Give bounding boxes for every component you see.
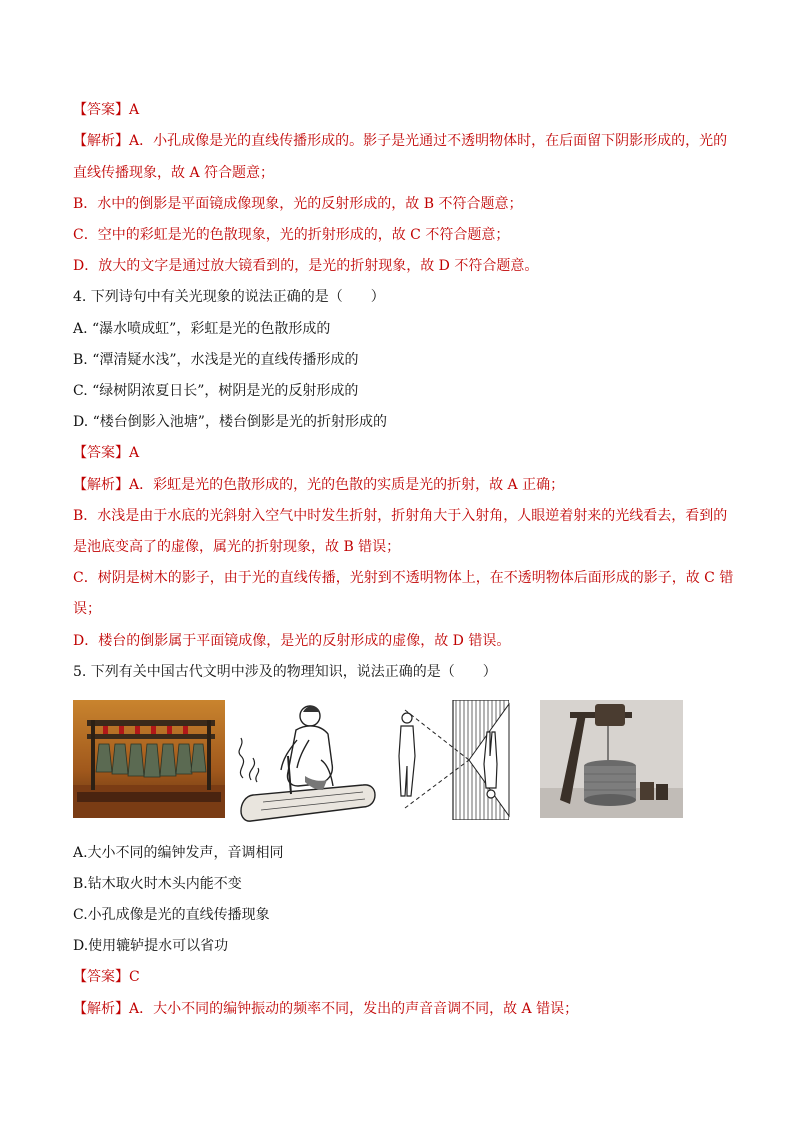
analysis-line: 【解析】A．小孔成像是光的直线传播形成的。影子是光通过不透明物体时，在后面留下阴影形成的，光的 xyxy=(73,133,728,149)
answer-line: 【答案】A xyxy=(73,445,140,461)
analysis-line: 直线传播现象，故 A 符合题意； xyxy=(73,165,275,181)
question-5-option-a: A.大小不同的编钟发声，音调相同 xyxy=(73,845,284,861)
analysis-line: D．楼台的倒影属于平面镜成像，是光的反射形成的虚像，故 D 错误。 xyxy=(73,633,511,649)
drill-fire-drawing-icon xyxy=(233,700,378,825)
analysis-line: D．放大的文字是通过放大镜看到的，是光的折射现象，故 D 不符合题意。 xyxy=(73,258,539,274)
question-4-option-d: D. “楼台倒影入池塘”，楼台倒影是光的折射形成的 xyxy=(73,414,387,430)
analysis-line: B．水浅是由于水底的光斜射入空气中时发生折射，折射角大于入射角，人眼逆着射来的光线看去，看到的 xyxy=(73,508,728,524)
analysis-line: 是池底变高了的虚像，属光的折射现象，故 B 错误； xyxy=(73,539,401,555)
pinhole-camera-diagram-icon xyxy=(385,700,535,820)
question-4-option-c: C. “绿树阴浓夏日长”，树阴是光的反射形成的 xyxy=(73,383,359,399)
question-4-stem: 4. 下列诗句中有关光现象的说法正确的是（ ） xyxy=(73,289,385,305)
question-5-stem: 5. 下列有关中国古代文明中涉及的物理知识，说法正确的是（ ） xyxy=(73,664,497,680)
question-5-option-c: C.小孔成像是光的直线传播现象 xyxy=(73,907,270,923)
question-5-option-d: D.使用辘轳提水可以省功 xyxy=(73,938,229,954)
analysis-line: C．空中的彩虹是光的色散现象，光的折射形成的，故 C 不符合题意； xyxy=(73,227,510,243)
question-5-figures xyxy=(73,700,693,825)
answer-line: 【答案】C xyxy=(73,969,140,985)
chime-bells-photo-icon xyxy=(73,700,225,818)
analysis-line: 【解析】A．彩虹是光的色散形成的，光的色散的实质是光的折射，故 A 正确； xyxy=(73,477,565,493)
question-4-option-a: A. “瀑水喷成虹”，彩虹是光的色散形成的 xyxy=(73,321,331,337)
question-5-option-b: B.钻木取火时木头内能不变 xyxy=(73,876,242,892)
windlass-well-model-icon xyxy=(540,700,683,818)
question-4-option-b: B. “潭清疑水浅”，水浅是光的直线传播形成的 xyxy=(73,352,359,368)
analysis-line: 误； xyxy=(73,601,101,617)
analysis-line: B．水中的倒影是平面镜成像现象，光的反射形成的，故 B 不符合题意； xyxy=(73,196,523,212)
analysis-line: 【解析】A．大小不同的编钟振动的频率不同，发出的声音音调不同，故 A 错误； xyxy=(73,1001,579,1017)
analysis-line: C．树阴是树木的影子，由于光的直线传播，光射到不透明物体上，在不透明物体后面形成的影子，故 C 错 xyxy=(73,570,734,586)
answer-line: 【答案】A xyxy=(73,102,140,118)
